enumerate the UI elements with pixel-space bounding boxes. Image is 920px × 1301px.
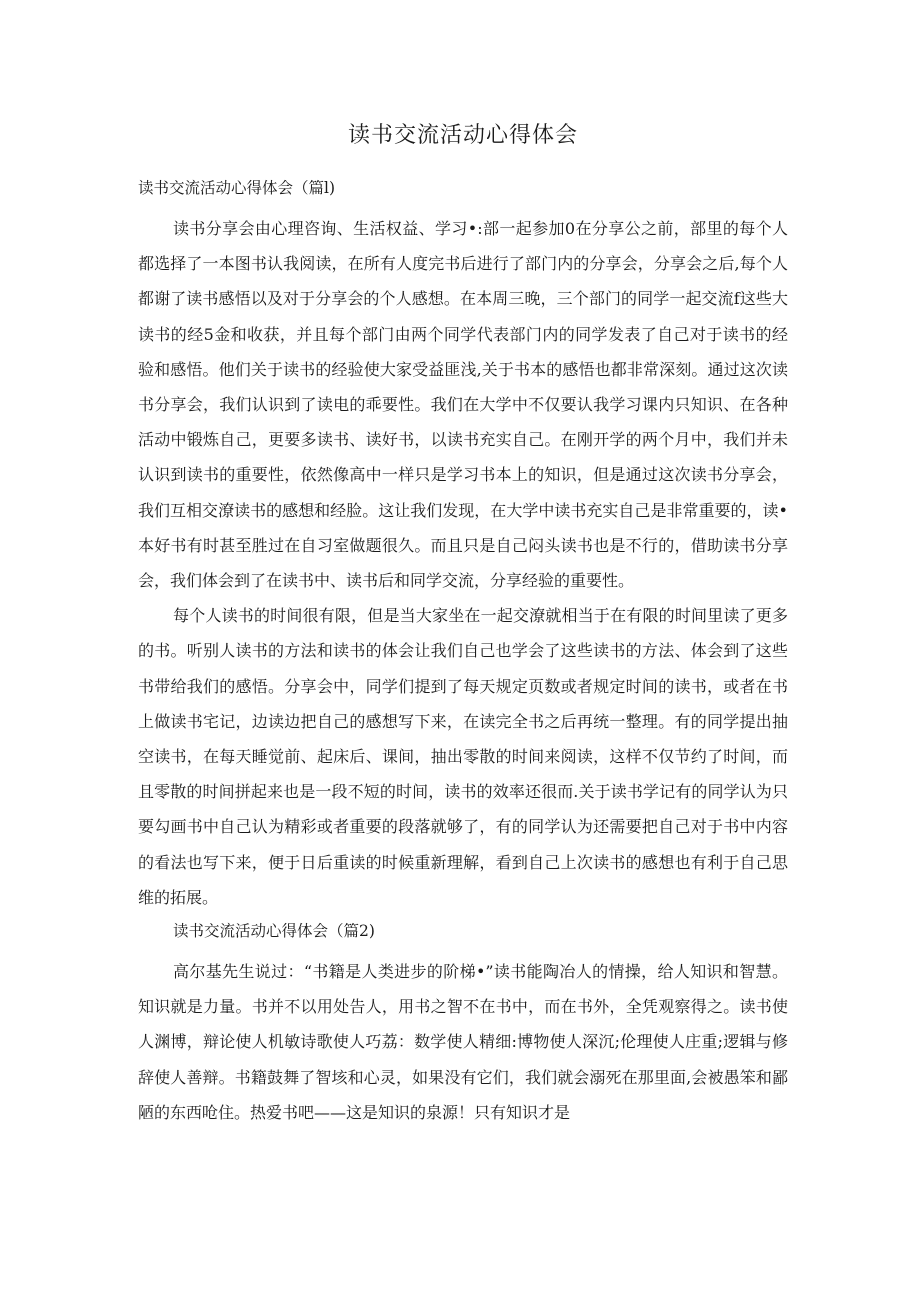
section-2-heading: 读书交流活动心得体会（篇2) xyxy=(173,922,375,941)
document-title: 读书交流活动心得体会 xyxy=(347,123,578,148)
section-1-paragraph-2: 每个人读书的时间很有限，但是当大家坐在一起交潦就相当于在有限的时间里读了更多的书。听别人读书的方法和读书的体会让我们自己也学会了这些读书的方法、体会到了这些书带给我们的感悟。分享会中，同学们提到了每天规定页数或者规定时间的读书，或者在书上做读书宅记，边读边把自己的感想写下来，在读完全书之后再统一整理。有的同学提出抽空读书，在每天睡觉前、起床后、课间，抽出零散的时间来阅读，这样不仅节约了时间，而且零散的时间拼起来也是一段不短的时间，读书的效率还很而.关于读书学记有的同学认为只要勾画书中自己认为精彩或者重要的段落就够了，有的同学认为还需要把自己对于书中内容的看法也写下来，便于日后重读的时候重新理解，看到自己上次读书的感想也有利于自己思维的拓展。 xyxy=(138,606,788,907)
section-1-heading: 读书交流活动心得体会（篇l) xyxy=(138,179,336,197)
section-1-paragraph-1: 读书分享会由心理咨询、生活权益、学习•:部一起参加0在分享公之前，部里的每个人都选择了一本图书认我阅读，在所有人度完书后进行了部门内的分享会，分享会之后,每个人都谢了读书感悟以及对于分享会的个人感想。在本周三晚，三个部门的同学一起交流f这些大读书的经5金和收获，并且每个部门由两个同学代表部门内的同学发表了自己对于读书的经验和感悟。他们关于读书的经验使大家受益匪浅,关于书本的感悟也都非常深刻。通过这次读书分享会，我们认识到了读电的乖要性。我们在大学中不仅要认我学习课内只知识、在各种活动中锻炼自己，更要多读书、读好书，以读书充实自己。在刚开学的两个月中，我们并未认识到读书的重要性，依然像高中一样只是学习书本上的知识，但是通过这次读书分享会，我们互相交潦读书的感想和经脸。这让我们发现，在大学中读书充实自己是非常重要的，读•本好书有时甚至胜过在自习室做题很久。而且只是自己闷头读书也是不行的，借助读书分享会，我们体会到了在读书中、读书后和同学交流，分享经验的重要性。 xyxy=(138,219,788,591)
section-2-paragraph-1: 高尔基先生说过：“书籍是人类进步的阶梯•”读书能陶冶人的情操，给人知识和智慧。知识就是力量。书并不以用处告人，用书之智不在书中，而在书外，全凭观察得之。读书使人渊博，辩论使人机敏诗歌使人巧荔：数学使人精细:博物使人深沉;伦理使人庄重;逻辑与修辞使人善辩。书籍鼓舞了智垓和心灵，如果没有它们，我们就会溺死在那里面,会被愚笨和鄙陋的东西呛住。热爱书吧——这是知识的泉源！只有知识才是 xyxy=(138,962,788,1122)
document-page xyxy=(138,116,788,1130)
